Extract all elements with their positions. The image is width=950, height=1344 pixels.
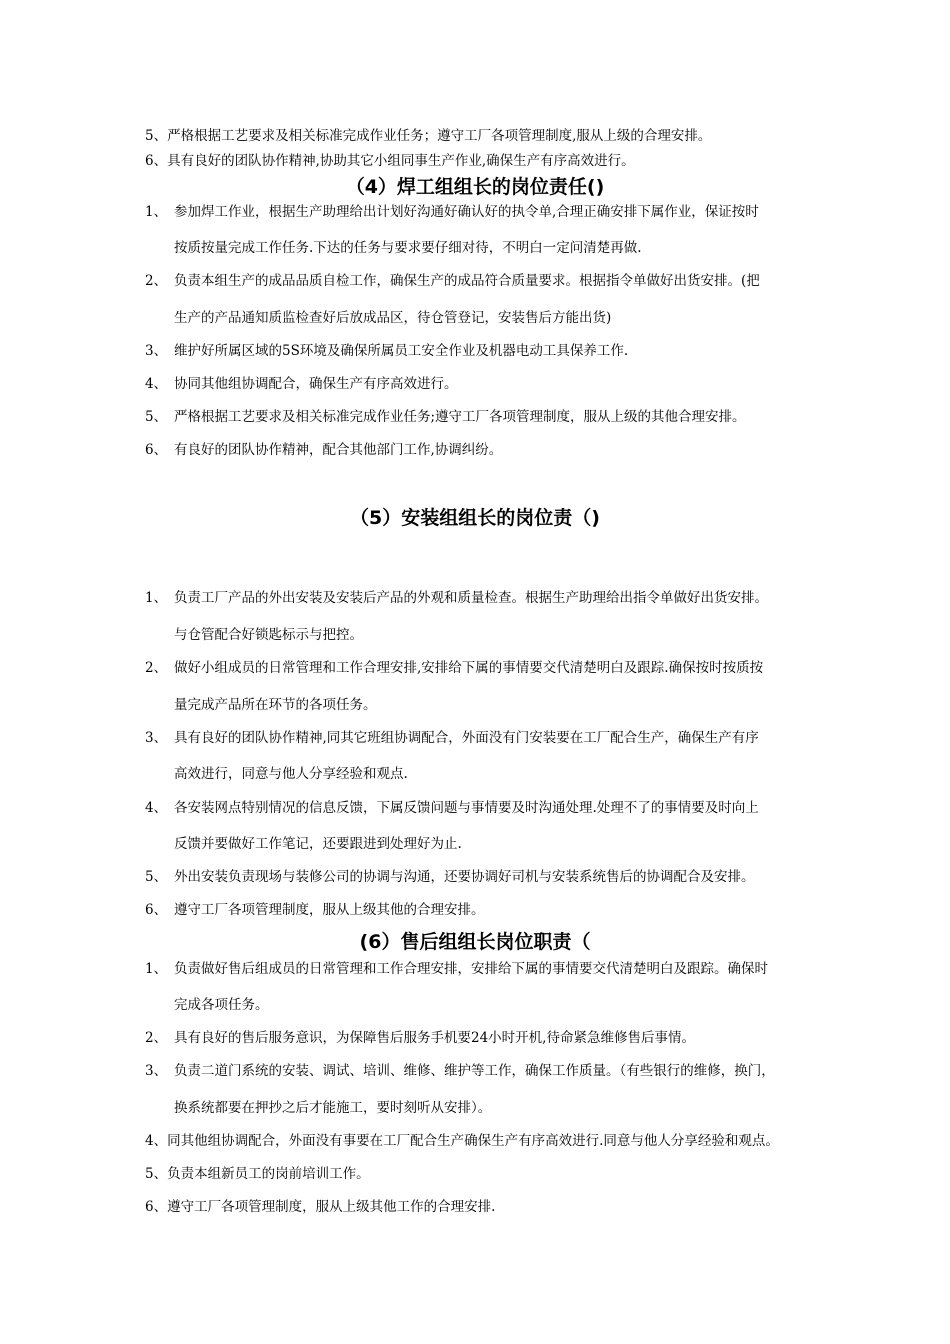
install-item-5-number: 5、 xyxy=(145,869,168,885)
welding-item-2-line-2: 生产的产品通知质监检查好后放成品区，待仓管登记，安装售后方能出货) xyxy=(174,310,612,326)
aftersales-item-4: 4、同其他组协调配合，外面没有事要在工厂配合生产确保生产有序高效进行.同意与他人分享经验和观点。 xyxy=(145,1133,779,1149)
install-item-4-number: 4、 xyxy=(145,800,168,816)
install-item-6-number: 6、 xyxy=(145,902,168,918)
install-item-1-line-1: 负责工厂产品的外出安装及安装后产品的外观和质量检查。根据生产助理给出指令单做好出货安排。 xyxy=(174,590,768,606)
welding-item-3-line-1: 维护好所属区域的5S环境及确保所属员工安全作业及机器电动工具保养工作. xyxy=(174,343,629,359)
aftersales-item-1-line-2: 完成各项任务。 xyxy=(174,997,269,1013)
intro-item-5: 5、严格根据工艺要求及相关标准完成作业任务；遵守工厂各项管理制度,服从上级的合理安排。 xyxy=(145,128,712,144)
install-item-6-line-1: 遵守工厂各项管理制度，服从上级其他的合理安排。 xyxy=(174,902,485,918)
aftersales-item-2-line-1: 具有良好的售后服务意识，为保障售后服务手机要24小时开机,待命紧急维修售后事情。 xyxy=(174,1030,695,1046)
welding-item-5-line-1: 严格根据工艺要求及相关标准完成作业任务;遵守工厂各项管理制度，服从上级的其他合理安排。 xyxy=(174,409,746,425)
welding-item-1-number: 1、 xyxy=(145,204,168,220)
install-item-3-line-1: 具有良好的团队协作精神,同其它班组协调配合，外面没有门安装要在工厂配合生产，确保生产有序 xyxy=(174,730,759,746)
aftersales-item-1-line-1: 负责做好售后组成员的日常管理和工作合理安排，安排给下属的事情要交代清楚明白及跟踪。确保时 xyxy=(174,961,768,977)
install-item-2-line-2: 量完成产品所在环节的各项任务。 xyxy=(174,697,377,713)
welding-item-4-line-1: 协同其他组协调配合，确保生产有序高效进行。 xyxy=(174,376,458,392)
install-item-3-line-2: 高效进行，同意与他人分享经验和观点. xyxy=(174,766,408,782)
install-item-2-line-1: 做好小组成员的日常管理和工作合理安排,安排给下属的事情要交代清楚明白及跟踪.确保按时按质按 xyxy=(174,660,764,676)
welding-item-1-line-2: 按质按量完成工作任务.下达的任务与要求要仔细对待，不明白一定问清楚再做. xyxy=(174,240,642,256)
aftersales-item-5: 5、负责本组新员工的岗前培训工作。 xyxy=(145,1166,370,1182)
aftersales-item-6: 6、遵守工厂各项管理制度，服从上级其他工作的合理安排. xyxy=(145,1199,496,1215)
aftersales-item-3-line-2: 换系统都要在押抄之后才能施工，要时刻听从安排）。 xyxy=(174,1100,492,1116)
intro-item-6: 6、具有良好的团队协作精神,协助其它小组同事生产作业,确保生产有序高效进行。 xyxy=(145,153,635,169)
install-item-5-line-1: 外出安装负责现场与装修公司的协调与沟通，还要协调好司机与安装系统售后的协调配合及安排。 xyxy=(174,869,755,885)
welding-section-title: （4）焊工组组长的岗位责任() xyxy=(345,176,605,198)
aftersales-item-1-number: 1、 xyxy=(145,961,168,977)
welding-item-3-number: 3、 xyxy=(145,343,168,359)
welding-item-5-number: 5、 xyxy=(145,409,168,425)
aftersales-item-2-number: 2、 xyxy=(145,1030,168,1046)
install-item-4-line-2: 反馈并要做好工作笔记，还要跟进到处理好为止. xyxy=(174,836,462,852)
install-item-2-number: 2、 xyxy=(145,660,168,676)
welding-item-2-line-1: 负责本组生产的成品品质自检工作，确保生产的成品符合质量要求。根据指令单做好出货安排。(把 xyxy=(174,273,760,289)
aftersales-item-3-line-1: 负责二道门系统的安装、调试、培训、维修、维护等工作，确保工作质量。（有些银行的维修，换门， xyxy=(174,1063,775,1079)
welding-item-6-number: 6、 xyxy=(145,442,168,458)
welding-item-2-number: 2、 xyxy=(145,273,168,289)
install-item-3-number: 3、 xyxy=(145,730,168,746)
aftersales-section-title: (6）售后组组长岗位职责（ xyxy=(359,931,591,953)
install-item-4-line-1: 各安装网点特别情况的信息反馈，下属反馈问题与事情要及时沟通处理.处理不了的事情要及时向上 xyxy=(174,800,759,816)
install-item-1-line-2: 与仓管配合好锁匙标示与把控。 xyxy=(174,627,363,643)
welding-item-6-line-1: 有良好的团队协作精神，配合其他部门工作,协调纠纷。 xyxy=(174,442,503,458)
install-item-1-number: 1、 xyxy=(145,590,168,606)
aftersales-item-3-number: 3、 xyxy=(145,1063,168,1079)
welding-item-1-line-1: 参加焊工作业，根据生产助理给出计划好沟通好确认好的执令单,合理正确安排下属作业，保证按时 xyxy=(174,204,759,220)
welding-item-4-number: 4、 xyxy=(145,376,168,392)
install-section-title: （5）安装组组长的岗位责（) xyxy=(350,507,600,529)
